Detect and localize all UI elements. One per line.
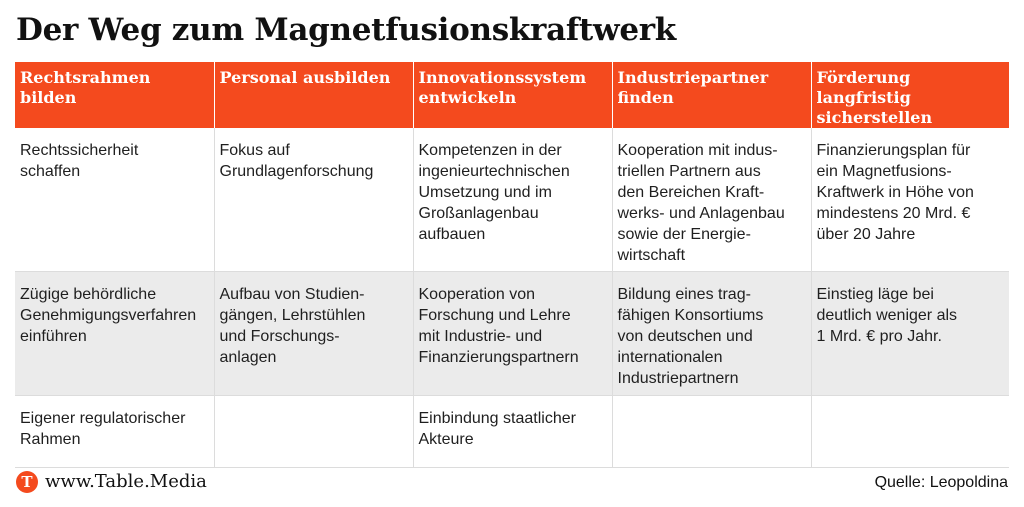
cell-line: und Forschungs- [219, 327, 340, 345]
header-line: finden [617, 88, 674, 107]
header-line: ausbilden [303, 68, 391, 87]
roadmap-table [15, 62, 1009, 468]
cell-line: internationalen [617, 348, 723, 366]
table-row [15, 395, 1009, 467]
footer-source: Quelle: Leopoldina [874, 474, 1008, 491]
cell-line: gängen, Lehrstühlen [219, 306, 366, 324]
cell-line: ein Magnetfusions- [816, 163, 952, 180]
header-line: Förderung langfristig [816, 68, 911, 107]
cell-line: aufbauen [418, 226, 486, 243]
table-row [15, 128, 1009, 271]
page-title: Der Weg zum Magnetfusionskraftwerk [16, 12, 676, 48]
cell-line: Finanzierungspartnern [418, 348, 579, 366]
table-cell [612, 271, 811, 395]
cell-line: Grundlagenforschung [219, 163, 374, 180]
cell-line: Kooperation mit indus- [617, 142, 778, 159]
cell-line: fähigen Konsortiums [617, 306, 764, 324]
header-line: sicherstellen [816, 108, 933, 127]
cell-line: Finanzierungsplan für [816, 142, 971, 159]
cell-line: triellen Partnern aus [617, 163, 761, 180]
cell-line: Fokus auf [219, 142, 290, 159]
cell-line: Rechtssicherheit [20, 142, 139, 159]
cell-line: 1 Mrd. € pro Jahr. [816, 327, 942, 345]
header-line: bilden [20, 88, 77, 107]
cell-line: ingenieurtechnischen [418, 163, 570, 180]
cell-line: Industriepartnern [617, 369, 739, 387]
table-cell [214, 128, 413, 271]
table-cell [15, 271, 214, 395]
header-line: Industriepartner [617, 68, 769, 87]
cell-line: Kooperation von [418, 285, 536, 303]
cell-line: Umsetzung und im [418, 184, 552, 201]
cell-line: von deutschen und [617, 327, 753, 345]
table-cell [413, 128, 612, 271]
table-media-logo-icon: T [16, 471, 38, 493]
header-line: Personal [219, 68, 298, 87]
cell-line: mit Industrie- und [418, 327, 543, 345]
cell-line: sowie der Energie- [617, 226, 751, 243]
table-cell [612, 128, 811, 271]
header-line: Innovationssystem [418, 68, 587, 87]
table-cell [413, 271, 612, 395]
cell-line: Einbindung staatlicher [418, 409, 576, 427]
cell-line: einführen [20, 327, 87, 345]
cell-line: Kompetenzen in der [418, 142, 562, 159]
cell-line: Zügige behördliche [20, 285, 157, 303]
table-cell [413, 395, 612, 467]
table-cell [15, 395, 214, 467]
cell-line: Eigener regulatorischer [20, 409, 186, 427]
cell-line: Einstieg läge bei [816, 285, 934, 303]
cell-line: werks- und Anlagenbau [617, 205, 785, 222]
footer-brand-link[interactable]: www.Table.Media [45, 471, 207, 492]
column-header-industriepartner [612, 62, 811, 128]
table-cell [811, 271, 1009, 395]
table-cell-empty [811, 395, 1009, 467]
cell-line: den Bereichen Kraft- [617, 184, 765, 201]
cell-line: wirtschaft [617, 247, 686, 264]
cell-line: Kraftwerk in Höhe von [816, 184, 974, 201]
column-header-foerderung [811, 62, 1009, 128]
cell-line: Bildung eines trag- [617, 285, 751, 303]
cell-line: schaffen [20, 163, 81, 180]
column-header-personal [214, 62, 413, 128]
column-header-innovationssystem [413, 62, 612, 128]
cell-line: deutlich weniger als [816, 306, 958, 324]
table-header-row [15, 62, 1009, 128]
cell-line: Rahmen [20, 430, 81, 448]
cell-line: Akteure [418, 430, 474, 448]
table-cell [214, 271, 413, 395]
cell-line: anlagen [219, 348, 277, 366]
table-cell [811, 128, 1009, 271]
table-cell [15, 128, 214, 271]
header-line: entwickeln [418, 88, 517, 107]
header-line: Rechtsrahmen [20, 68, 151, 87]
table-row [15, 271, 1009, 395]
table-cell-empty [214, 395, 413, 467]
cell-line: Forschung und Lehre [418, 306, 571, 324]
cell-line: Großanlagenbau [418, 205, 539, 222]
cell-line: über 20 Jahre [816, 226, 916, 243]
table-cell-empty [612, 395, 811, 467]
cell-line: Genehmigungsverfahren [20, 306, 197, 324]
column-header-rechtsrahmen [15, 62, 214, 128]
cell-line: Aufbau von Studien- [219, 285, 365, 303]
cell-line: mindestens 20 Mrd. € [816, 205, 971, 222]
